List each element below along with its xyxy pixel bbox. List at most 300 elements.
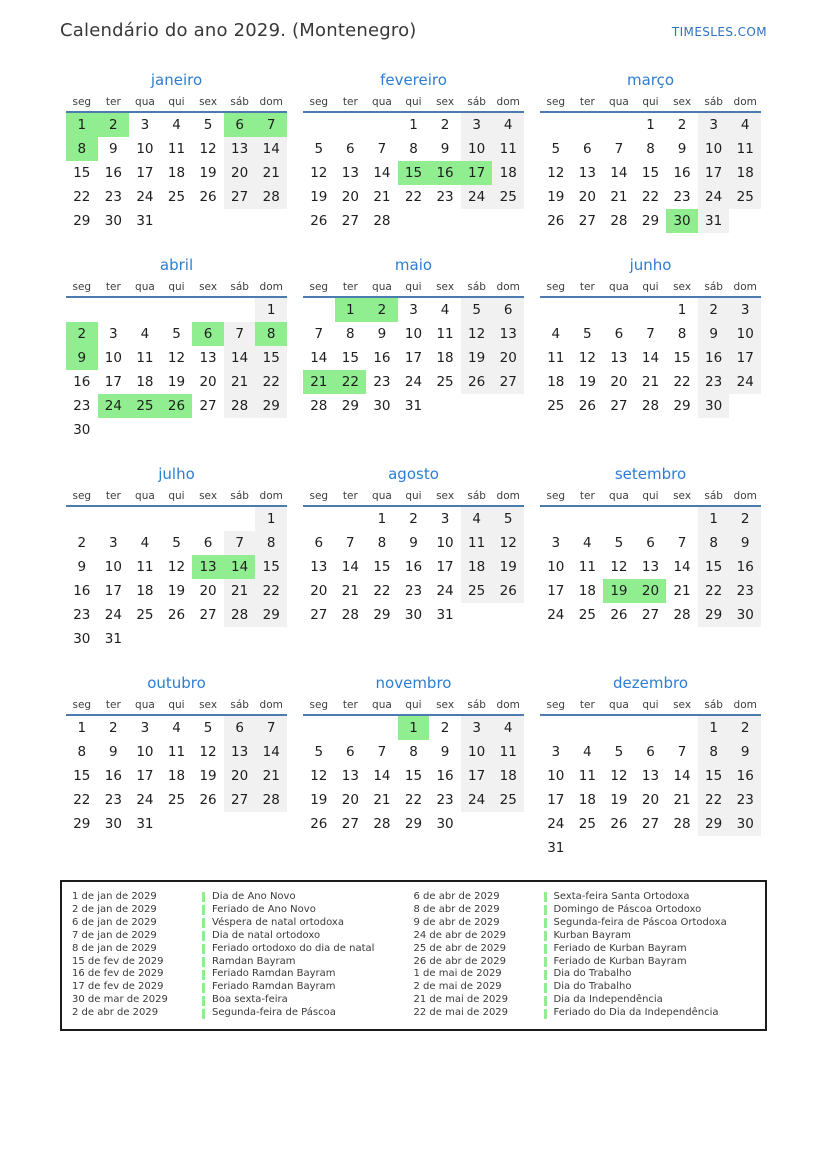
weekday-label: seg: [72, 281, 92, 293]
legend-holiday-name: [202, 968, 336, 981]
day-cell: 12: [547, 165, 565, 181]
day-cell: 25: [436, 374, 454, 390]
month-março: [540, 71, 761, 233]
day-cell: 6: [646, 744, 655, 760]
weekday-label: ter: [105, 96, 121, 108]
weekday-label: ter: [105, 281, 121, 293]
holiday-marker-icon: [544, 905, 547, 915]
day-cell-empty: [303, 716, 335, 740]
legend-row: [72, 981, 414, 994]
day-cell: 27: [224, 788, 256, 812]
day-cell: 26: [199, 189, 217, 205]
day-cell: 16: [698, 346, 730, 370]
legend-row: [72, 891, 414, 904]
day-cell: 31: [698, 209, 730, 233]
day-cell: 13: [199, 350, 217, 366]
days-grid: [540, 113, 761, 233]
day-cell-empty: [603, 507, 635, 531]
weekday-header-row: [540, 699, 761, 716]
day-cell: 7: [377, 141, 387, 157]
month-title: novembro: [375, 674, 452, 692]
day-cell: 27: [578, 213, 596, 229]
weekday-label: seg: [72, 699, 92, 711]
day-cell: 29: [73, 213, 91, 229]
legend-holiday-label: Feriado ortodoxo do dia de natal: [212, 942, 375, 954]
day-cell: 13: [341, 768, 359, 784]
day-cell: 11: [167, 141, 186, 157]
weekday-label: sex: [199, 699, 218, 711]
weekday-label: qui: [405, 281, 422, 293]
day-cell: 5: [614, 535, 624, 551]
weekday-label: sáb: [704, 96, 723, 108]
legend-date: 1 de mai de 2029: [413, 968, 502, 980]
day-cell: 5: [172, 326, 181, 342]
day-cell: 4: [140, 326, 150, 342]
day-cell: 28: [373, 816, 391, 832]
day-cell: 8: [255, 322, 287, 346]
legend-date: 8 de jan de 2029: [72, 942, 157, 954]
legend-row: [414, 917, 756, 930]
page-header: [60, 20, 767, 41]
day-cell: 8: [66, 137, 98, 161]
day-cell: 25: [492, 185, 524, 209]
legend-holiday-name: [544, 1007, 719, 1020]
day-cell: 1: [677, 302, 687, 318]
day-cell-empty: [303, 507, 335, 531]
day-cell: 12: [199, 141, 217, 157]
weekday-label: dom: [733, 490, 757, 502]
weekday-label: qui: [405, 96, 422, 108]
weekday-label: ter: [579, 96, 595, 108]
day-cell-empty: [224, 418, 256, 442]
holiday-marker-icon: [544, 944, 547, 954]
legend-holiday-label: Feriado de Ano Novo: [212, 903, 316, 915]
day-cell: 3: [140, 117, 150, 133]
day-cell: 18: [578, 792, 596, 808]
day-cell: 31: [547, 840, 565, 856]
holiday-marker-icon: [202, 918, 205, 928]
day-cell: 18: [492, 764, 524, 788]
legend-holiday-label: Dia da Independência: [553, 994, 663, 1006]
legend-holiday-name: [544, 930, 631, 943]
day-cell: 26: [199, 792, 217, 808]
day-cell-empty: [303, 298, 335, 322]
day-cell: 19: [167, 374, 186, 390]
day-cell: 28: [224, 394, 256, 418]
days-grid: [303, 716, 524, 836]
day-cell: 7: [346, 535, 355, 551]
legend-row: [72, 1007, 414, 1020]
day-cell: 4: [172, 117, 181, 133]
day-cell: 22: [335, 370, 367, 394]
day-cell: 18: [547, 374, 565, 390]
day-cell: 5: [314, 141, 324, 157]
days-grid: [66, 716, 287, 836]
holiday-marker-icon: [544, 970, 547, 980]
day-cell: 15: [341, 350, 359, 366]
day-cell: 15: [255, 555, 287, 579]
day-cell-empty: [635, 298, 667, 322]
day-cell-empty: [192, 418, 224, 442]
day-cell: 26: [310, 816, 328, 832]
day-cell: 5: [203, 720, 213, 736]
days-grid: [540, 716, 761, 860]
day-cell: 23: [698, 370, 730, 394]
day-cell: 10: [404, 326, 423, 342]
legend-holiday-name: [202, 943, 374, 956]
day-cell: 30: [104, 213, 122, 229]
weekday-label: dom: [259, 490, 283, 502]
weekday-label: ter: [579, 281, 595, 293]
day-cell: 13: [224, 740, 256, 764]
day-cell: 7: [614, 141, 624, 157]
day-cell: 30: [73, 631, 91, 647]
day-cell: 21: [255, 161, 287, 185]
holiday-marker-icon: [202, 931, 205, 941]
day-cell: 16: [73, 374, 91, 390]
day-cell-empty: [366, 113, 398, 137]
legend-date: 26 de abr de 2029: [413, 955, 506, 967]
legend-holiday-name: [544, 968, 632, 981]
weekday-label: qui: [168, 96, 185, 108]
day-cell: 21: [224, 370, 256, 394]
day-cell: 8: [409, 141, 418, 157]
day-cell: 6: [224, 716, 256, 740]
month-title: junho: [629, 256, 672, 274]
day-cell: 16: [373, 350, 391, 366]
day-cell: 17: [729, 346, 761, 370]
holiday-marker-icon: [202, 944, 205, 954]
day-cell: 18: [578, 583, 596, 599]
day-cell: 26: [610, 816, 628, 832]
day-cell: 9: [77, 559, 87, 575]
day-cell: 24: [104, 607, 122, 623]
legend-date: 21 de mai de 2029: [413, 994, 509, 1006]
weekday-label: sex: [436, 96, 455, 108]
holiday-marker-icon: [202, 983, 205, 993]
day-cell: 22: [73, 792, 91, 808]
day-cell: 4: [440, 302, 450, 318]
weekday-label: qua: [372, 490, 392, 502]
days-grid: [66, 113, 287, 233]
day-cell-empty: [255, 418, 287, 442]
day-cell: 4: [729, 113, 761, 137]
day-cell: 24: [404, 374, 423, 390]
weekday-label: qua: [609, 96, 629, 108]
day-cell: 8: [698, 740, 730, 764]
weekday-label: seg: [72, 96, 92, 108]
day-cell: 13: [341, 165, 359, 181]
day-cell: 1: [335, 298, 367, 322]
day-cell-empty: [492, 209, 524, 233]
day-cell-empty: [129, 507, 161, 531]
month-dezembro: [540, 674, 761, 860]
weekday-label: qui: [642, 281, 659, 293]
day-cell: 2: [77, 535, 87, 551]
day-cell: 19: [547, 189, 565, 205]
holiday-marker-icon: [202, 892, 205, 902]
day-cell: 15: [73, 165, 91, 181]
day-cell: 4: [492, 716, 524, 740]
day-cell: 19: [310, 189, 328, 205]
legend-date: 24 de abr de 2029: [413, 929, 506, 941]
weekday-label: qui: [642, 490, 659, 502]
day-cell: 20: [578, 189, 596, 205]
day-cell: 9: [409, 535, 418, 551]
day-cell: 27: [641, 607, 660, 623]
weekday-label: qui: [168, 281, 185, 293]
day-cell: 5: [203, 117, 213, 133]
day-cell: 1: [377, 511, 387, 527]
holiday-marker-icon: [544, 931, 547, 941]
day-cell: 8: [646, 141, 655, 157]
day-cell: 16: [404, 559, 423, 575]
day-cell: 19: [310, 792, 328, 808]
day-cell-empty: [129, 418, 161, 442]
legend-holiday-name: [202, 994, 288, 1007]
day-cell-empty: [572, 507, 604, 531]
day-cell-empty: [572, 836, 604, 860]
day-cell: 1: [398, 716, 430, 740]
month-title: outubro: [147, 674, 206, 692]
weekday-label: sáb: [230, 699, 249, 711]
day-cell: 16: [673, 165, 691, 181]
day-cell-empty: [729, 394, 761, 418]
weekday-label: dom: [733, 699, 757, 711]
day-cell: 6: [492, 298, 524, 322]
weekday-label: sáb: [704, 281, 723, 293]
month-agosto: [303, 465, 524, 651]
day-cell-empty: [666, 507, 698, 531]
day-cell: 12: [610, 768, 628, 784]
day-cell: 3: [409, 302, 418, 318]
day-cell: 11: [492, 740, 524, 764]
day-cell: 1: [255, 298, 287, 322]
day-cell: 30: [698, 394, 730, 418]
day-cell: 23: [104, 189, 122, 205]
weekday-label: sáb: [704, 490, 723, 502]
day-cell: 20: [199, 374, 217, 390]
day-cell: 6: [224, 113, 256, 137]
weekday-label: qua: [372, 96, 392, 108]
legend-date: 2 de mai de 2029: [413, 981, 502, 993]
month-title: março: [626, 71, 675, 89]
day-cell-empty: [603, 716, 635, 740]
weekday-label: seg: [546, 490, 566, 502]
day-cell-empty: [540, 507, 572, 531]
weekday-label: dom: [259, 699, 283, 711]
day-cell: 9: [698, 322, 730, 346]
day-cell: 12: [167, 350, 186, 366]
day-cell: 4: [492, 113, 524, 137]
day-cell-empty: [366, 716, 398, 740]
day-cell: 8: [346, 326, 355, 342]
day-cell: 27: [310, 607, 328, 623]
day-cell: 3: [140, 720, 150, 736]
day-cell: 14: [373, 768, 391, 784]
month-outubro: [66, 674, 287, 860]
day-cell-empty: [192, 812, 224, 836]
day-cell: 6: [346, 141, 355, 157]
day-cell-empty: [635, 716, 667, 740]
day-cell-empty: [666, 836, 698, 860]
legend-date: 25 de abr de 2029: [413, 942, 506, 954]
day-cell: 19: [610, 792, 628, 808]
weekday-label: seg: [309, 490, 329, 502]
day-cell: 12: [492, 531, 524, 555]
day-cell: 3: [461, 113, 493, 137]
day-cell: 5: [492, 507, 524, 531]
day-cell: 23: [673, 189, 691, 205]
month-novembro: [303, 674, 524, 860]
legend-holiday-name: [202, 1007, 336, 1020]
holiday-marker-icon: [202, 957, 205, 967]
day-cell: 2: [366, 298, 398, 322]
day-cell-empty: [161, 812, 193, 836]
day-cell: 26: [492, 579, 524, 603]
day-cell-empty: [540, 298, 572, 322]
weekday-label: qua: [135, 281, 155, 293]
weekday-label: dom: [496, 281, 520, 293]
day-cell-empty: [161, 418, 193, 442]
day-cell: 17: [104, 374, 122, 390]
weekday-label: qua: [135, 490, 155, 502]
legend-date: 2 de abr de 2029: [72, 1007, 159, 1019]
legend-holiday-name: [544, 956, 687, 969]
weekday-label: ter: [105, 699, 121, 711]
day-cell: 22: [255, 579, 287, 603]
day-cell-empty: [429, 209, 461, 233]
day-cell: 12: [310, 768, 328, 784]
legend-row: [72, 930, 414, 943]
weekday-label: qui: [642, 699, 659, 711]
legend-holiday-label: Ramdan Bayram: [212, 955, 296, 967]
day-cell: 27: [641, 816, 660, 832]
weekday-label: dom: [259, 281, 283, 293]
day-cell-empty: [161, 627, 193, 651]
day-cell: 29: [698, 603, 730, 627]
legend-date: 22 de mai de 2029: [413, 1007, 509, 1019]
day-cell: 25: [129, 394, 161, 418]
month-fevereiro: [303, 71, 524, 233]
holiday-marker-icon: [202, 1009, 205, 1019]
day-cell: 24: [547, 816, 565, 832]
day-cell: 9: [729, 531, 761, 555]
legend-row: [414, 968, 756, 981]
month-title: julho: [158, 465, 195, 483]
day-cell: 25: [547, 398, 565, 414]
day-cell: 29: [341, 398, 359, 414]
legend-column-left: [72, 891, 414, 1020]
day-cell: 17: [404, 350, 423, 366]
legend-holiday-label: Dia de natal ortodoxo: [212, 929, 321, 941]
weekday-header-row: [303, 490, 524, 507]
day-cell: 30: [73, 422, 91, 438]
day-cell: 11: [729, 137, 761, 161]
day-cell: 22: [404, 792, 423, 808]
legend-holiday-name: [544, 981, 632, 994]
day-cell: 7: [646, 326, 655, 342]
day-cell: 11: [136, 559, 154, 575]
day-cell: 19: [199, 768, 217, 784]
day-cell: 30: [104, 816, 122, 832]
legend-column-right: [414, 891, 756, 1020]
weekday-header-row: [66, 699, 287, 716]
day-cell: 27: [224, 185, 256, 209]
day-cell-empty: [129, 627, 161, 651]
day-cell: 23: [373, 374, 391, 390]
holiday-marker-icon: [544, 1009, 547, 1019]
day-cell: 30: [729, 603, 761, 627]
legend-row: [72, 994, 414, 1007]
legend-row: [414, 994, 756, 1007]
day-cell-empty: [98, 418, 130, 442]
day-cell: 11: [547, 350, 565, 366]
day-cell: 8: [409, 744, 418, 760]
weekday-label: seg: [309, 699, 329, 711]
day-cell: 25: [578, 816, 596, 832]
day-cell: 18: [167, 768, 186, 784]
weekday-header-row: [540, 490, 761, 507]
day-cell: 10: [461, 137, 493, 161]
day-cell: 17: [436, 559, 454, 575]
day-cell: 1: [409, 117, 418, 133]
legend-date: 15 de fev de 2029: [72, 955, 164, 967]
day-cell: 23: [104, 792, 122, 808]
day-cell: 10: [729, 322, 761, 346]
month-title: setembro: [614, 465, 687, 483]
legend-date: 17 de fev de 2029: [72, 981, 164, 993]
day-cell: 9: [440, 141, 450, 157]
month-title: abril: [159, 256, 194, 274]
day-cell: 18: [492, 161, 524, 185]
weekday-header-row: [66, 281, 287, 298]
day-cell: 17: [136, 768, 154, 784]
legend-holiday-label: Segunda-feira de Páscoa Ortodoxa: [553, 916, 727, 928]
day-cell: 28: [673, 607, 691, 623]
day-cell: 26: [167, 607, 186, 623]
month-junho: [540, 256, 761, 442]
holiday-marker-icon: [544, 957, 547, 967]
day-cell: 6: [314, 535, 324, 551]
day-cell: 13: [578, 165, 596, 181]
day-cell-empty: [540, 113, 572, 137]
day-cell-empty: [335, 716, 367, 740]
day-cell: 28: [673, 816, 691, 832]
days-grid: [66, 298, 287, 442]
day-cell: 21: [224, 579, 256, 603]
legend-row: [72, 956, 414, 969]
day-cell: 25: [578, 607, 596, 623]
day-cell: 11: [578, 768, 596, 784]
weekday-label: qui: [405, 699, 422, 711]
day-cell: 8: [77, 744, 87, 760]
month-maio: [303, 256, 524, 442]
day-cell: 30: [436, 816, 454, 832]
day-cell: 20: [224, 764, 256, 788]
month-title: agosto: [388, 465, 439, 483]
site-link[interactable]: TIMESLES.COM: [671, 25, 767, 39]
day-cell: 25: [461, 579, 493, 603]
day-cell: 1: [698, 716, 730, 740]
day-cell: 20: [492, 346, 524, 370]
weekday-header-row: [540, 281, 761, 298]
legend-date: 6 de abr de 2029: [413, 891, 500, 902]
day-cell: 29: [255, 394, 287, 418]
day-cell: 3: [551, 535, 561, 551]
day-cell: 15: [255, 346, 287, 370]
day-cell: 3: [698, 113, 730, 137]
